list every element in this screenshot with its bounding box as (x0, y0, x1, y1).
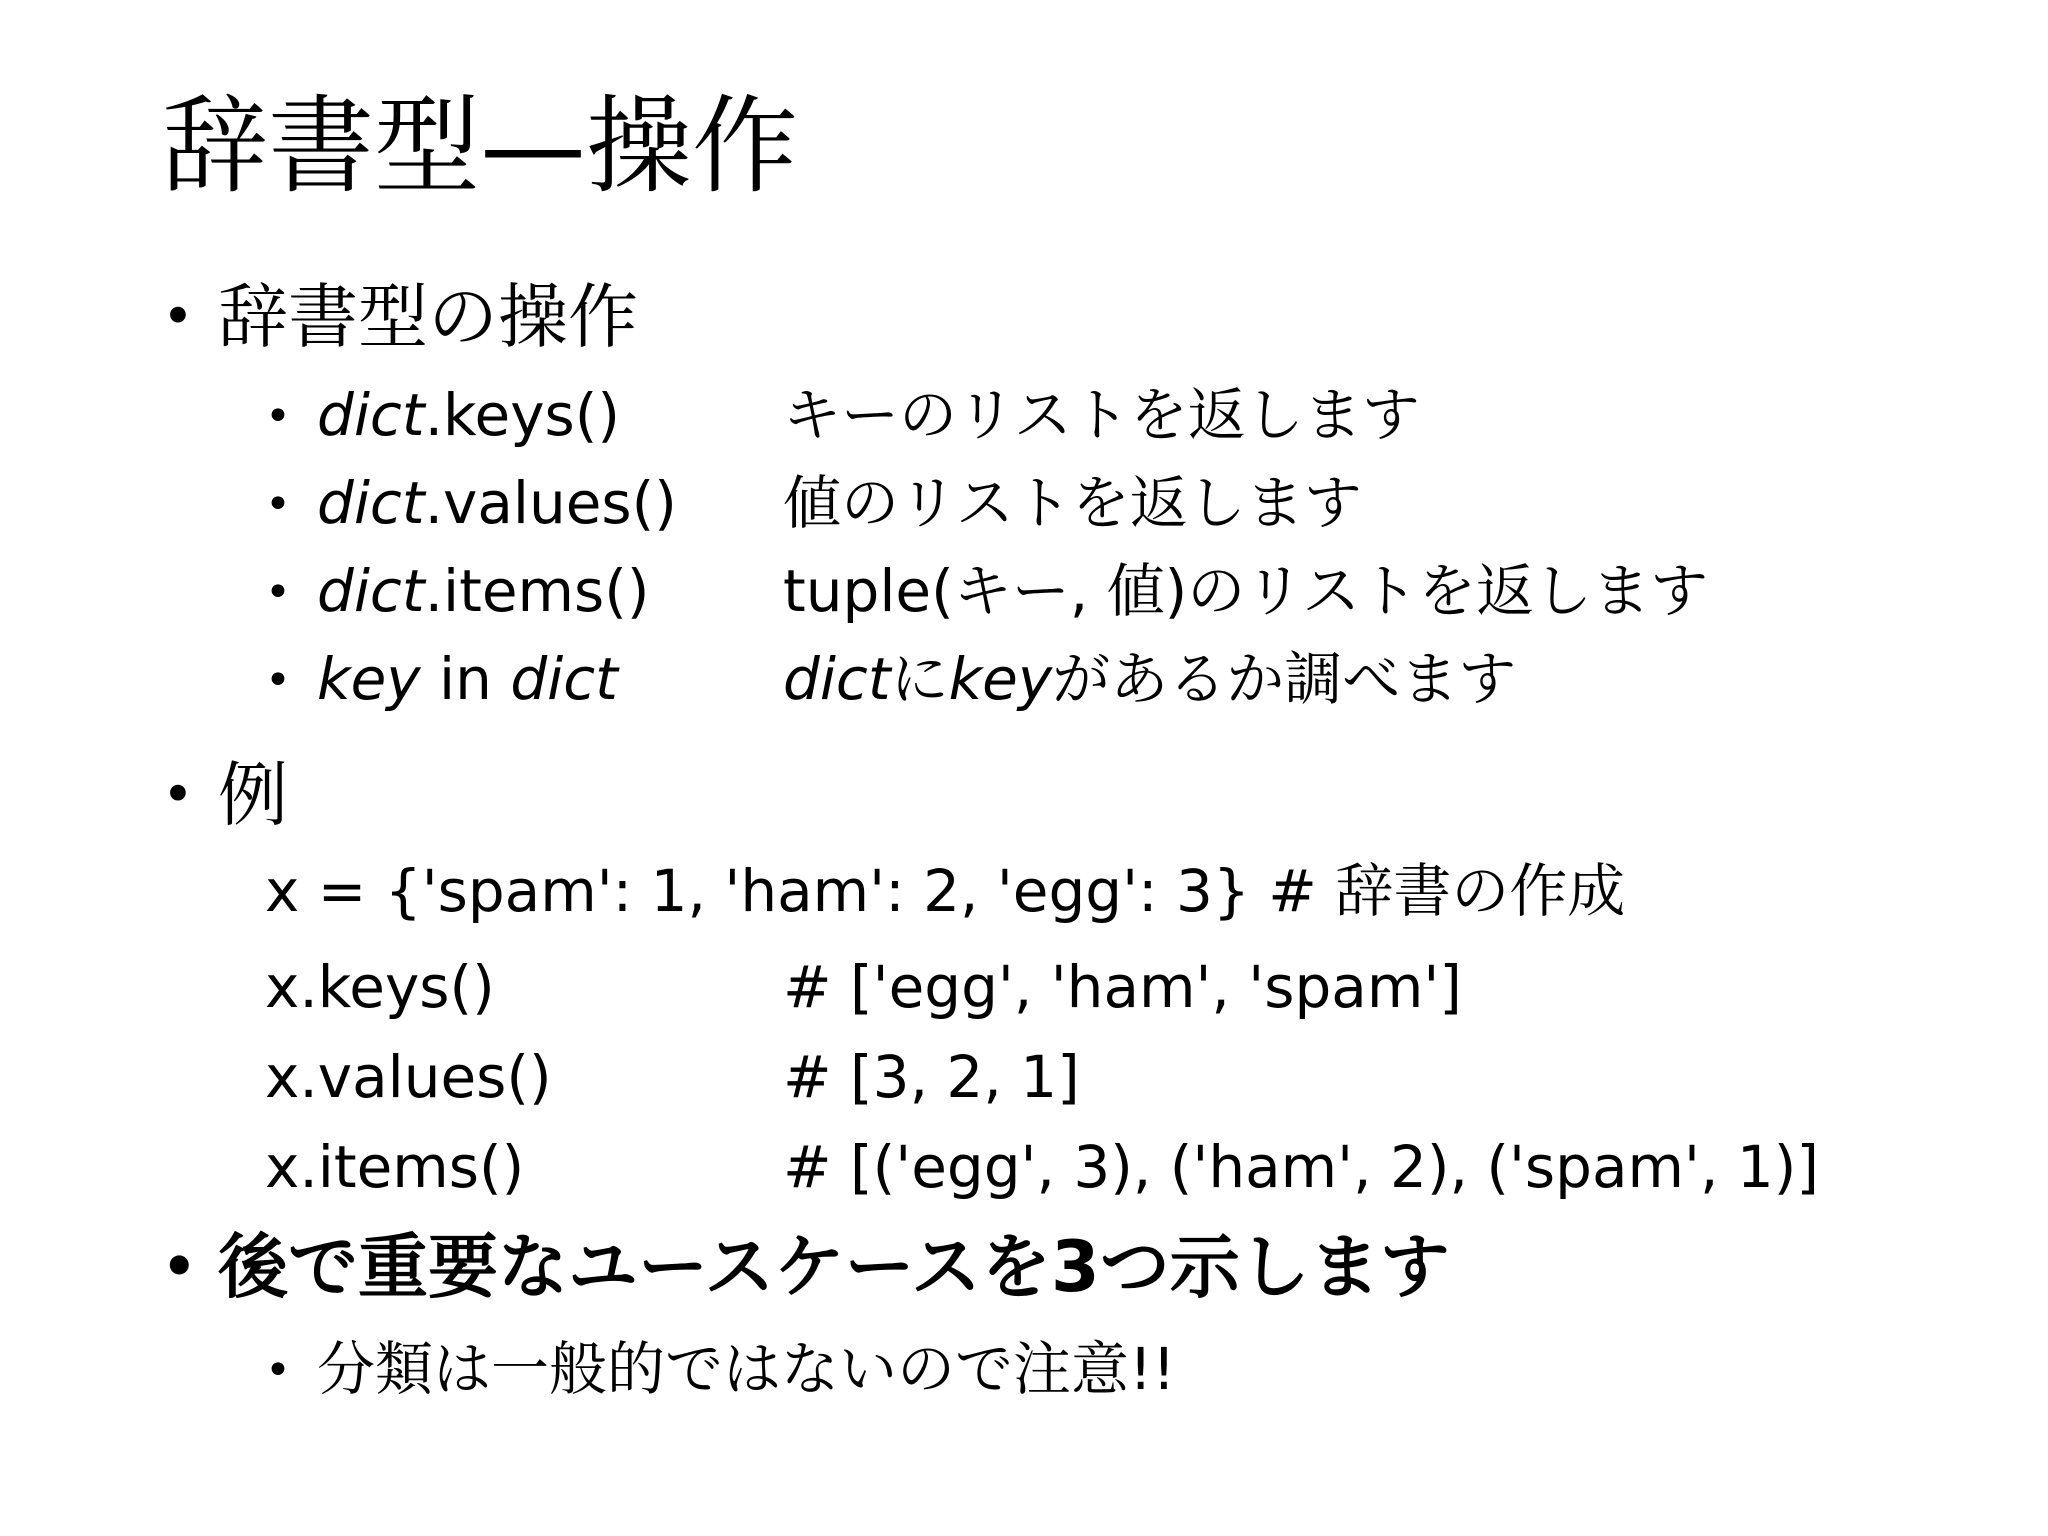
method-name (317, 376, 620, 454)
method-description: tuple(キー, 値)のリストを返します (783, 557, 1709, 625)
dict-word: dict (510, 645, 618, 713)
desc-rest: があるか調べます (1052, 645, 1517, 713)
bullet-dot: • (265, 479, 291, 530)
bullet-dot: • (162, 763, 194, 826)
method-call: .items() (424, 557, 650, 625)
code-comment: # ['egg', 'ham', 'spam'] (783, 953, 1462, 1021)
method-description (783, 640, 1516, 718)
code-expr: x.values() (265, 1043, 552, 1111)
code-comment: # [3, 2, 1] (783, 1043, 1080, 1111)
bullet-text: 例 (218, 754, 288, 836)
in-word: in (420, 645, 511, 713)
method-name (317, 464, 677, 542)
desc-dict: dict (783, 645, 891, 713)
method-object: dict (317, 381, 425, 449)
bullet-text: 後で重要なユースケースを3つ示します (218, 1226, 1450, 1308)
bullet-dot: • (265, 391, 291, 442)
method-description: キーのリストを返します (783, 381, 1420, 449)
note-text: 分類は一般的ではないので注意!! (317, 1335, 1176, 1403)
bullet-dot: • (162, 1235, 197, 1298)
method-name (317, 552, 650, 630)
method-call: .keys() (424, 381, 621, 449)
desc-mid: に (890, 645, 949, 713)
bullet-dot: • (162, 285, 194, 348)
method-object: dict (317, 557, 425, 625)
method-name (317, 640, 618, 718)
bullet-text: 辞書型の操作 (218, 276, 638, 358)
method-object: dict (317, 469, 425, 537)
key-word: key (317, 645, 421, 713)
method-call: .values() (424, 469, 677, 537)
code-text: x = {'spam': 1, 'ham': 2, 'egg': 3} # 辞書の作成 (265, 857, 1626, 925)
bullet-dot: • (265, 567, 291, 618)
desc-key: key (948, 645, 1053, 713)
method-description: 値のリストを返します (783, 469, 1362, 537)
code-comment: # [('egg', 3), ('ham', 2), ('spam', 1)] (783, 1133, 1819, 1201)
bullet-dot: • (265, 1345, 291, 1396)
code-expr: x.items() (265, 1133, 525, 1201)
slide-title: 辞書型—操作 (162, 85, 798, 208)
code-expr: x.keys() (265, 953, 495, 1021)
bullet-dot: • (265, 655, 291, 706)
